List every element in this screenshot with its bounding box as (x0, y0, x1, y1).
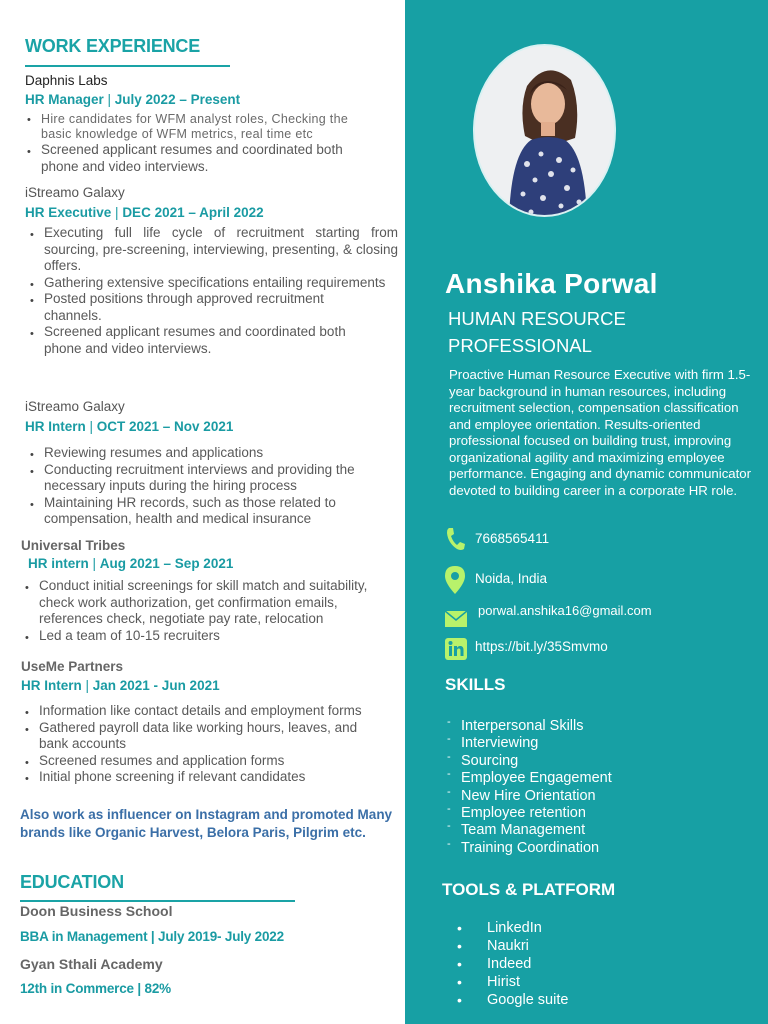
list-item: • Indeed (457, 955, 568, 973)
phone-icon (445, 527, 465, 554)
list-item: • Screened applicant resumes and coordinated both phone and video interviews. (28, 324, 368, 357)
section-divider (25, 65, 230, 67)
education-school: Gyan Sthali Academy (20, 956, 163, 972)
job-role: HR intern | Aug 2021 – Sep 2021 (28, 556, 234, 571)
list-item: • Posted positions through approved recruitment channels. (28, 291, 353, 324)
list-item: - Team Management (447, 822, 612, 839)
list-item: • LinkedIn (457, 919, 568, 937)
job-role: HR Intern | Jan 2021 - Jun 2021 (21, 678, 220, 693)
right-column: Anshika Porwal HUMAN RESOURCE PROFESSIONAL Proactive Human Resource Executive with firm 1.5-year background in human resources, including recruitment selection, compensation classification and employee orientation. Results-oriented professional focused on building trust, improving organizational agility and maximizing employee performance. Engaging and dynamic communicator devoted to building career in a corporate HR role. 7668565411 Noida, India porwal.anshika16@gmail.com https://bit.ly/35Smvmo SKILLS - Interpersonal Skills - Interviewing - Sourcing - Employee Engagement - New Hire Orientation - Employee retention - Team Management - Training Coordination TOOLS & PLATFORM • LinkedIn • Naukri • Indeed • Hirist • Google suite (405, 0, 768, 1024)
list-item: • Screened resumes and application forms (23, 753, 383, 770)
job-bullets (28, 445, 378, 528)
influencer-note: Also work as influencer on Instagram and promoted Many brands like Organic Harvest, Belora Paris, Pilgrim etc. (20, 807, 393, 840)
list-item: - Employee Engagement (447, 770, 612, 787)
job-bullets (28, 225, 398, 357)
job-company: Daphnis Labs (25, 73, 108, 88)
work-experience-heading: WORK EXPERIENCE (25, 36, 201, 56)
list-item: • Conduct initial screenings for skill match and suitability, check work authorization, get confirmation emails, references check, negotiate pay rate, relocation (23, 578, 393, 628)
avatar (475, 46, 616, 217)
list-item: • Gathering extensive specifications entailing requirements (28, 275, 398, 292)
job-role: HR Manager | July 2022 – Present (25, 92, 241, 107)
list-item: • Initial phone screening if relevant candidates (23, 769, 383, 786)
education-degree: 12th in Commerce | 82% (20, 981, 171, 996)
education-degree: BBA in Management | July 2019- July 2022 (20, 929, 284, 944)
job-company: iStreamo Galaxy (25, 399, 125, 414)
job-bullets (25, 142, 365, 175)
list-item: • Google suite (457, 991, 568, 1009)
list-item: - Sourcing (447, 753, 612, 770)
list-item: - Interpersonal Skills (447, 718, 612, 735)
skills-heading: SKILLS (445, 675, 506, 694)
list-item: - Training Coordination (447, 840, 612, 857)
profile-photo (473, 44, 616, 217)
education-school: Doon Business School (20, 903, 173, 919)
section-divider (20, 900, 295, 902)
tools-list (457, 919, 568, 1009)
profile-name: Anshika Porwal (445, 268, 658, 299)
job-company: Universal Tribes (21, 538, 126, 553)
list-item: - Employee retention (447, 805, 612, 822)
list-item: • Screened applicant resumes and coordinated both phone and video interviews. (25, 142, 365, 175)
list-item: - Interviewing (447, 735, 612, 752)
list-item: • Maintaining HR records, such as those related to compensation, health and medical insurance (28, 495, 378, 528)
linkedin-icon (445, 638, 467, 663)
job-bullets (23, 578, 393, 644)
list-item: • Gathered payroll data like working hours, leaves, and bank accounts (23, 720, 383, 753)
list-item: • Conducting recruitment interviews and providing the necessary inputs during the hiring process (28, 462, 378, 495)
list-item: • Information like contact details and employment forms (23, 703, 383, 720)
job-bullets (25, 112, 365, 142)
profile-summary: Proactive Human Resource Executive with firm 1.5-year background in human resources, including recruitment selection, compensation classification and employee orientation. Results-oriented professional focused on building trust, improving organizational agility and maximizing employee performance. Engaging and dynamic communicator devoted to building career in a corporate HR role. (449, 367, 752, 498)
skills-list (447, 718, 612, 857)
location-pin-icon (445, 566, 465, 597)
job-company: UseMe Partners (21, 659, 124, 674)
job-role: HR Intern | OCT 2021 – Nov 2021 (25, 419, 234, 434)
list-item: • Hirist (457, 973, 568, 991)
job-role: HR Executive | DEC 2021 – April 2022 (25, 205, 264, 220)
list-item: • Naukri (457, 937, 568, 955)
list-item: - New Hire Orientation (447, 788, 612, 805)
tools-heading: TOOLS & PLATFORM (442, 880, 616, 899)
list-item: • Reviewing resumes and applications (28, 445, 378, 462)
list-item: • Hire candidates for WFM analyst roles, Checking the basic knowledge of WFM metrics, real time etc (25, 112, 365, 142)
education-heading: EDUCATION (20, 872, 124, 892)
list-item: • Led a team of 10-15 recruiters (23, 628, 393, 645)
job-bullets (23, 703, 383, 786)
list-item: • Executing full life cycle of recruitment starting from sourcing, pre-screening, interviewing, presenting, & closing offers. (28, 225, 398, 275)
profile-title: HUMAN RESOURCE PROFESSIONAL (448, 308, 626, 356)
email-icon (445, 611, 467, 630)
job-company: iStreamo Galaxy (25, 185, 125, 200)
